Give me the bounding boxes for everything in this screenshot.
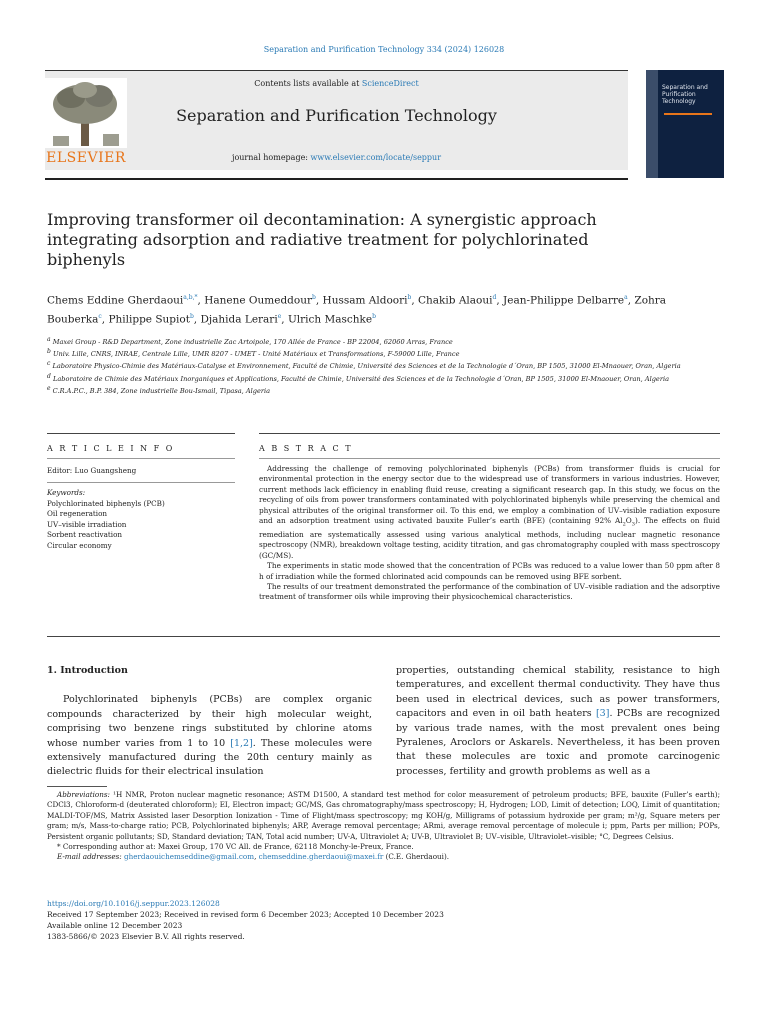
keyword-item: Sorbent reactivation (47, 530, 123, 539)
author-name[interactable]: Chems Eddine Gherdaoui (47, 294, 184, 307)
introduction-heading: 1. Introduction (47, 665, 128, 676)
homepage-prefix: journal homepage: (231, 153, 311, 162)
header-bottom-divider (45, 178, 628, 180)
author-name[interactable]: Zohra Bouberka (47, 294, 667, 325)
author-affiliation-marker[interactable]: b (407, 294, 412, 301)
corresponding-author-footnote: * Corresponding author at: Maxei Group, 170 VC All. de France, 62118 Monchy-le-Preux, France. (57, 842, 414, 852)
abstract-top-rule (259, 433, 720, 434)
citation-link[interactable]: [3] (595, 708, 610, 720)
author-affiliation-marker[interactable]: c (98, 312, 102, 320)
abstract-paragraph-2: The experiments in static mode showed that the concentration of PCBs was reduced to a value lower than 50 ppm after 8 h of irradiation while the formed chlorinated acid compounds can be removed using BFE sorbent. (259, 561, 720, 581)
sciencedirect-link[interactable]: ScienceDirect (361, 79, 419, 88)
cover-title: Separation and Purification Technology (662, 84, 708, 105)
abbreviations-footnote: Abbreviations: ¹H NMR, Proton nuclear magnetic resonance; ASTM D1500, A standard test method for color measurement of petroleum products; BFE, bauxite (Fuller’s earth); CDCl3, Chloroform-d (deuterated chloroform); EI, Electron impact; GC/MS, Gas chromatography/mass spectroscopy; H, Hydrogen; LOD, Limit of detection; LOQ, Limit of quantitation; MALDI-TOF/MS, Matrix Assisted laser Desorption Ionization - Time of Flight/mass spectroscopy; mg KOH/g, Milligrams of potassium hydroxide per gram; m²/g, Square meters per gram; m/s, Mass-to-charge ratio; PCB, Polychlorinated biphenyls; ARP, Average removal percentage; ARmi, average removal percentage of molecule i; ppm, Parts per million; POPs, Persistent organic pollutants; SD, Standard deviation; TAN, Total acid number; UV-A, Ultraviolet A; UV-B, Ultraviolet B; UV–visible, Ultraviolet–visible; °C, Degrees Celsius. (47, 790, 720, 841)
author-name[interactable]: Hanene Oumeddour (204, 294, 312, 307)
affiliation-item: c Laboratoire Physico-Chimie des Matériaux-Catalyse et Environnement, Faculté de Chimie, Université des Sciences et de la Technologie d´Oran, BP 1505, 31000 El-Mnaouer, Oran, Algeria (47, 360, 681, 371)
journal-title: Separation and Purification Technology (176, 106, 497, 125)
journal-cover-thumbnail[interactable] (646, 70, 724, 178)
editor-line: Editor: Luo Guangsheng (47, 466, 137, 475)
author-affiliation-marker[interactable]: a (624, 294, 628, 301)
abstract-heading-rule (259, 458, 720, 459)
editor-rule (47, 482, 235, 483)
article-info-heading-rule (47, 458, 235, 459)
cover-stripe (646, 70, 658, 178)
journal-reference[interactable]: Separation and Purification Technology 334 (2024) 126028 (263, 45, 505, 54)
email-footnote: E-mail addresses: gherdaouichemseddine@gmail.com, chemseddine.gherdaoui@maxei.fr (C.E. Gherdaoui). (57, 852, 450, 862)
abstract-paragraph-1: Addressing the challenge of removing polychlorinated biphenyls (PCBs) from transformer fluids is crucial for environmental protection in the energy sector due to the widespread use of transformers in various industries. However, current methods lack efficiency in enabling fluid reuse, creating a significant research gap. In this study, we focus on the recycling of oils from power transformers contaminated with polychlorinated biphenyls while preserving the chemical and physical attributes of the original transformer oil. To this end, we employ a combination of UV–visible radiation exposure and an adsorption treatment using activated bauxite Fuller’s earth (BFE) (containing 92% $Al_2O_3$). The effects on fluid remediation are systematically assessed using various analytical methods, including nuclear magnetic resonance spectroscopy (NMR), breakdown voltage testing, acidity titration, and gas chromatography coupled with mass spectroscopy (GC/MS). (259, 464, 720, 560)
author-name[interactable]: Hussam Aldoori (322, 294, 408, 307)
citation-link[interactable]: [1,2] (230, 737, 253, 749)
author-affiliation-marker[interactable]: a,b,* (183, 294, 198, 301)
homepage-link[interactable]: www.elsevier.com/locate/seppur (310, 153, 442, 162)
keywords-label: Keywords: (47, 488, 86, 497)
affiliation-item: a Maxei Group - R&D Department, Zone industrielle Zac Artoipole, 170 Allée de France - BP 22004, 62060 Arras, France (47, 336, 453, 347)
contents-prefix: Contents lists available at (254, 79, 362, 88)
publication-info (47, 898, 720, 942)
author-name[interactable]: Djahida Lerari (200, 313, 278, 325)
article-title: Improving transformer oil decontamination: A synergistic approach integrating adsorption and radiative treatment for polychlorinated biphenyls (47, 210, 597, 269)
contents-available-line (45, 79, 628, 88)
email-link-2[interactable]: chemseddine.gherdaoui@maxei.fr (258, 852, 384, 862)
introduction-column-1 (47, 664, 372, 780)
author-list: Chems Eddine Gherdaoui$^{a,b,*}$, Hanene Oumeddour$^b$, Hussam Aldoori$^b$, Chakib Alaoui$^d$, Jean-Philippe Delbarre$^a$, Zohra Bouberka$^c$, Philippe Supiot$^b$, Djahida Lerari$^e$, Ulrich Maschke$^b$ (47, 294, 667, 325)
abstract-body (259, 464, 720, 603)
footnotes (47, 790, 720, 863)
author-affiliation-marker[interactable]: b (189, 312, 194, 320)
author-name[interactable]: Ulrich Maschke (287, 313, 373, 325)
abstract-bottom-rule (47, 636, 720, 637)
author-name[interactable]: Philippe Supiot (108, 313, 190, 325)
affiliation-list (47, 335, 687, 396)
author-affiliation-marker[interactable]: b (372, 312, 376, 320)
introduction-column-2 (396, 664, 720, 779)
affiliation-item: b Univ. Lille, CNRS, INRAE, Centrale Lille, UMR 8207 - UMET - Unité Matériaux et Transformations, F-59000 Lille, France (47, 348, 460, 359)
keyword-item: Circular economy (47, 540, 112, 550)
author-affiliation-marker[interactable]: b (312, 294, 316, 301)
available-online: Available online 12 December 2023 (47, 921, 183, 930)
doi-link[interactable]: https://doi.org/10.1016/j.seppur.2023.126028 (47, 899, 220, 908)
email-link-1[interactable]: gherdaouichemseddine@gmail.com (124, 852, 255, 862)
elsevier-wordmark: ELSEVIER (46, 150, 126, 166)
keywords-block (47, 488, 237, 551)
keyword-item: UV–visible irradiation (47, 519, 127, 529)
author-affiliation-marker[interactable]: d (492, 294, 497, 301)
keyword-list (47, 499, 237, 552)
received-dates: Received 17 September 2023; Received in revised form 6 December 2023; Accepted 10 December 2023 (47, 910, 444, 919)
author-name[interactable]: Jean-Philippe Delbarre (503, 294, 625, 307)
keyword-item: Oil regeneration (47, 509, 108, 518)
article-info-top-rule (47, 433, 235, 434)
author-affiliation-marker[interactable]: e (277, 312, 282, 320)
header-top-divider (45, 70, 628, 71)
cover-accent-bar (664, 113, 712, 115)
introduction-paragraph-continued: properties, outstanding chemical stability, resistance to high temperatures, and excellent thermal conductivity. They have thus been used in electrical devices, such as power transformers, capacitors and even in oil bath heaters [3]. PCBs are recognized by various trade names, with the most prevalent ones being Pyralenes, Aroclors or Askarels. Nevertheless, it has been proven that these molecules are toxic and promote carcinogenic processes, fertility and growth problems as well as a (396, 665, 720, 777)
affiliation-item: d Laboratoire de Chimie des Matériaux Inorganiques et Applications, Faculté de Chimie, Université des Sciences et de la Technologie d´Oran, BP 1505, 31000 El-Mnaouer, Oran, Algeria (47, 372, 670, 383)
author-name[interactable]: Chakib Alaoui (418, 294, 493, 307)
journal-homepage-line (45, 153, 628, 162)
abstract-paragraph-3: The results of our treatment demonstrated the performance of the combination of UV–visible radiation and the adsorptive treatment of transformer oils while improving their physicochemical characteristics. (259, 581, 720, 602)
affiliation-item: e C.R.A.P.C., B.P. 384, Zone industrielle Bou-Ismail, Tipasa, Algeria (47, 384, 271, 395)
introduction-paragraph: Polychlorinated biphenyls (PCBs) are complex organic compounds characterized by their high molecular weight, comprising two benzene rings substituted by chlorine atoms whose number varies from 1 to 10 [1,2]. These molecules were extensively manufactured during the 20th century mainly as dielectric fluids for their electrical insulation (47, 694, 372, 778)
abstract-heading: A B S T R A C T (259, 444, 353, 453)
copyright: 1383-5866/© 2023 Elsevier B.V. All rights reserved. (47, 932, 245, 941)
footnote-rule (47, 786, 107, 787)
article-info-heading: A R T I C L E I N F O (47, 444, 175, 453)
keyword-item: Polychlorinated biphenyls (PCB) (47, 498, 165, 508)
